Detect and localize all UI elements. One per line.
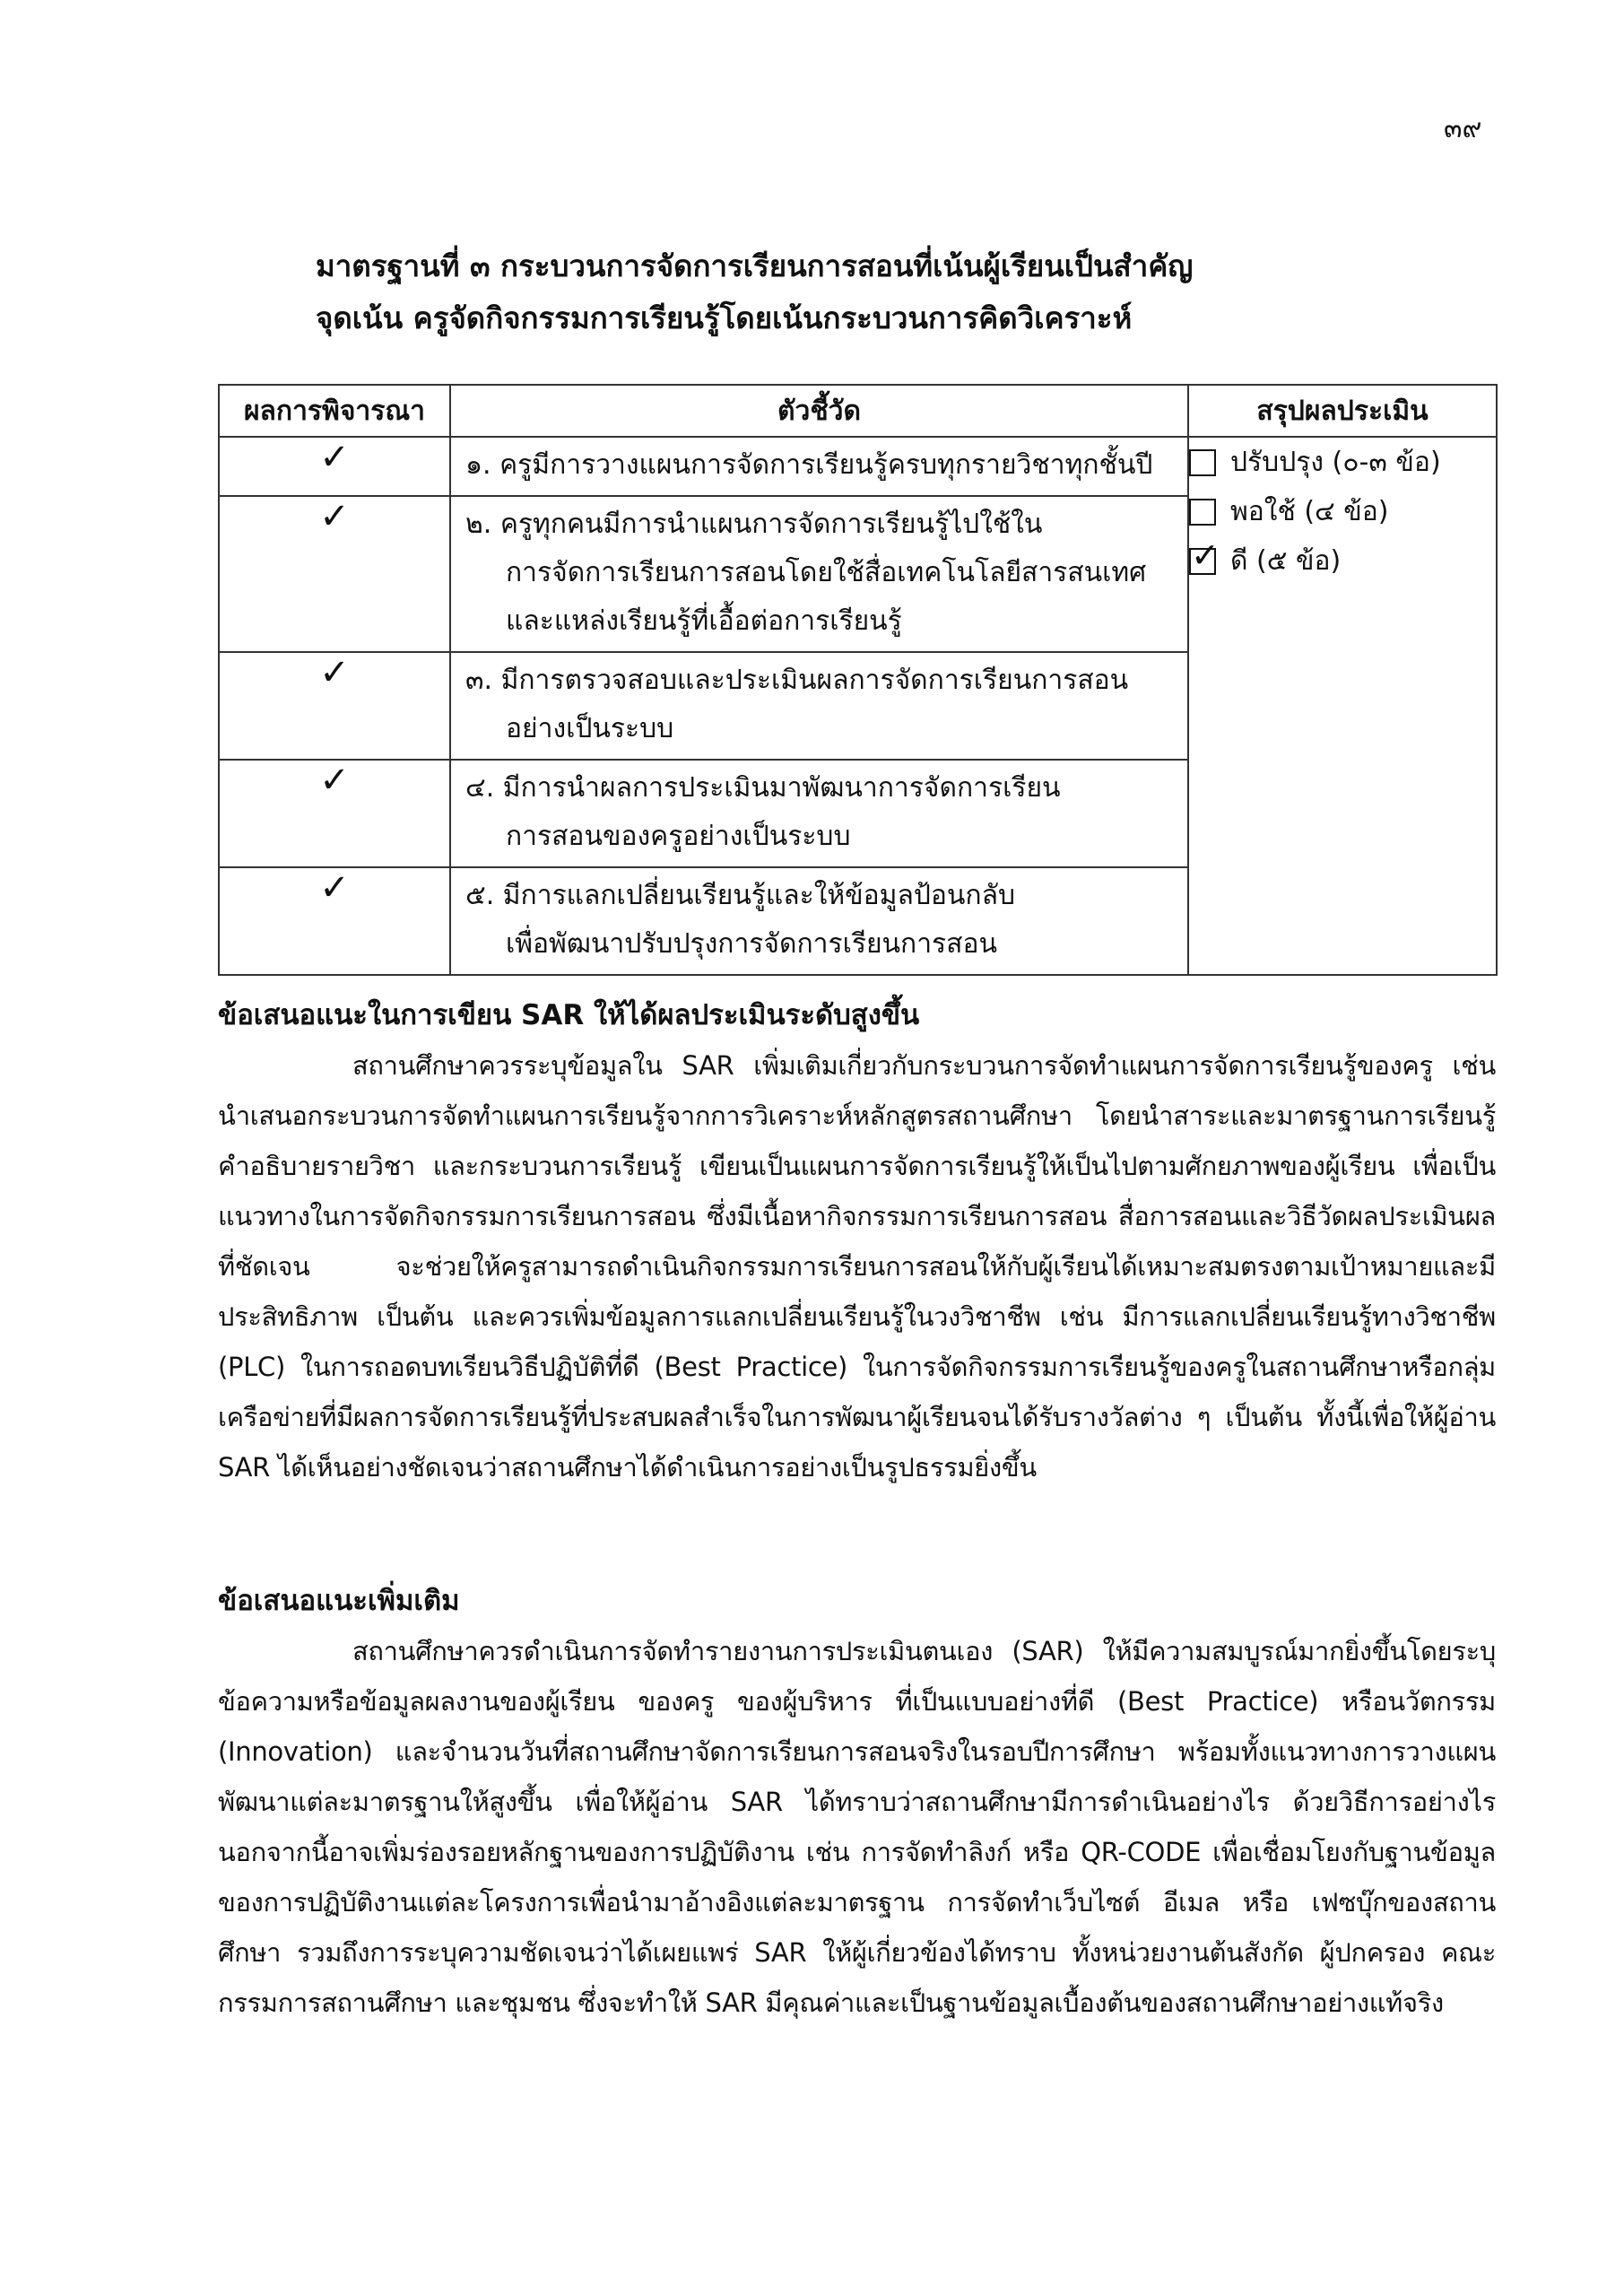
indicator-cell xyxy=(450,437,1188,496)
indicator-line: ๓. มีการตรวจสอบและประเมินผลการจัดการเรียนการสอน xyxy=(465,665,1129,696)
indicator-line: การจัดการเรียนการสอนโดยใช้สื่อเทคโนโลยีสารสนเทศ xyxy=(506,557,1147,588)
focus-title: จุดเน้น ครูจัดกิจกรรมการเรียนรู้โดยเน้นกระบวนการคิดวิเคราะห์ xyxy=(316,300,1133,335)
indicator-cell xyxy=(450,760,1188,867)
section-heading: ข้อเสนอแนะในการเขียน SAR ให้ได้ผลประเมินระดับสูงขึ้น xyxy=(218,999,920,1031)
check-mark-icon: ✓ xyxy=(319,867,350,909)
indicator-line: และแหล่งเรียนรู้ที่เอื้อต่อการเรียนรู้ xyxy=(506,605,902,637)
summary-option-label: ดี (๕ ข้อ) xyxy=(1230,545,1342,577)
section-paragraph: สถานศึกษาควรดำเนินการจัดทำรายงานการประเมินตนเอง (SAR) ให้มีความสมบูรณ์มากยิ่งขึ้นโดยระบุข้อความหรือข้อมูลผลงานของผู้เรียน ของครู ของผู้บริหาร ที่เป็นแบบอย่างที่ดี (Best Practice) หรือนวัตกรรม (Innovation) และจำนวนวันที่สถานศึกษาจัดการเรียนการสอนจริงในรอบปีการศึกษา พร้อมทั้งแนวทางการวางแผนพัฒนาแต่ละมาตรฐานให้สูงขึ้น เพื่อให้ผู้อ่าน SAR ได้ทราบว่าสถานศึกษามีการดำเนินอย่างไร ด้วยวิธีการอย่างไร นอกจากนี้อาจเพิ่มร่องรอยหลักฐานของการปฏิบัติงาน เช่น การจัดทำลิงก์ หรือ QR-CODE เพื่อเชื่อมโยงกับฐานข้อมูลของการปฏิบัติงานแต่ละโครงการเพื่อนำมาอ้างอิงแต่ละมาตรฐาน การจัดทำเว็บไซต์ อีเมล หรือ เฟซบุ๊กของสถานศึกษา รวมถึงการระบุความชัดเจนว่าได้เผยแพร่ SAR ให้ผู้เกี่ยวข้องได้ทราบ ทั้งหน่วยงานต้นสังกัด ผู้ปกครอง คณะกรรมการสถานศึกษา และชุมชน ซึ่งจะทำให้ SAR มีคุณค่าและเป็นฐานข้อมูลเบื้องต้นของสถานศึกษาอย่างแท้จริง xyxy=(218,1636,1496,2018)
checked-checkbox-icon xyxy=(1189,535,1220,575)
indicator-cell xyxy=(450,496,1188,652)
summary-option-label: พอใช้ (๔ ข้อ) xyxy=(1230,496,1389,527)
section-paragraph: สถานศึกษาควรระบุข้อมูลใน SAR เพิ่มเติมเกี่ยวกับกระบวนการจัดทำแผนการจัดการเรียนรู้ของครู เช่น นำเสนอกระบวนการจัดทำแผนการเรียนรู้จากการวิเคราะห์หลักสูตรสถานศึกษา โดยนำสาระและมาตรฐานการเรียนรู้ คำอธิบายรายวิชา และกระบวนการเรียนรู้ เขียนเป็นแผนการจัดการเรียนรู้ให้เป็นไปตามศักยภาพของผู้เรียน เพื่อเป็นแนวทางในการจัดกิจกรรมการเรียนการสอน ซึ่งมีเนื้อหากิจกรรมการเรียนการสอน สื่อการสอนและวิธีวัดผลประเมินผลที่ชัดเจน จะช่วยให้ครูสามารถดำเนินกิจกรรมการเรียนการสอนให้กับผู้เรียนได้เหมาะสมตรงตามเป้าหมายและมีประสิทธิภาพ เป็นต้น และควรเพิ่มข้อมูลการแลกเปลี่ยนเรียนรู้ในวงวิชาชีพ เช่น มีการแลกเปลี่ยนเรียนรู้ทางวิชาชีพ (PLC) ในการถอดบทเรียนวิธีปฏิบัติที่ดี (Best Practice) ในการจัดกิจกรรมการเรียนรู้ของครูในสถานศึกษาหรือกลุ่มเครือข่ายที่มีผลการจัดการเรียนรู้ที่ประสบผลสำเร็จในการพัฒนาผู้เรียนจนได้รับรางวัลต่าง ๆ เป็นต้น ทั้งนี้เพื่อให้ผู้อ่าน SAR ได้เห็นอย่างชัดเจนว่าสถานศึกษาได้ดำเนินการอย่างเป็นรูปธรรมยิ่งขึ้น xyxy=(218,1050,1496,1483)
header-indicator: ตัวชี้วัด xyxy=(450,385,1188,437)
summary-cell xyxy=(1188,437,1497,975)
indicator-line: ๔. มีการนำผลการประเมินมาพัฒนาการจัดการเรียน xyxy=(465,772,1061,804)
check-mark-icon: ✓ xyxy=(319,652,350,693)
summary-option-label: ปรับปรุง (๐-๓ ข้อ) xyxy=(1230,447,1441,478)
indicator-cell xyxy=(450,867,1188,975)
standard-heading xyxy=(316,240,1193,344)
header-result: ผลการพิจารณา xyxy=(219,385,450,437)
indicator-line: เพื่อพัฒนาปรับปรุงการจัดการเรียนการสอน xyxy=(506,928,997,960)
indicator-line: ๑. ครูมีการวางแผนการจัดการเรียนรู้ครบทุกรายวิชาทุกชั้นปี xyxy=(465,449,1153,481)
check-mark-icon: ✓ xyxy=(1191,535,1220,575)
check-mark-icon: ✓ xyxy=(319,496,350,537)
indicator-line: การสอนของครูอย่างเป็นระบบ xyxy=(506,821,851,852)
table-header-row xyxy=(219,385,1497,437)
summary-option-good xyxy=(1189,536,1496,586)
result-cell xyxy=(219,760,450,867)
sar-suggestion-section xyxy=(218,990,1496,1492)
summary-option-improve xyxy=(1189,438,1496,487)
standard-title: มาตรฐานที่ ๓ กระบวนการจัดการเรียนการสอนที่เน้นผู้เรียนเป็นสำคัญ xyxy=(316,248,1194,283)
checkbox-icon xyxy=(1189,499,1216,526)
page-number: ๓๙ xyxy=(1444,113,1482,144)
indicator-line: อย่างเป็นระบบ xyxy=(506,713,674,744)
indicator-cell xyxy=(450,652,1188,760)
criteria-table xyxy=(218,384,1498,976)
result-cell xyxy=(219,652,450,760)
header-summary: สรุปผลประเมิน xyxy=(1188,385,1497,437)
check-mark-icon: ✓ xyxy=(319,437,350,478)
summary-option-fair xyxy=(1189,487,1496,536)
indicator-line: ๒. ครูทุกคนมีการนำแผนการจัดการเรียนรู้ไปใช้ใน xyxy=(465,509,1043,540)
result-cell xyxy=(219,437,450,496)
checkbox-icon xyxy=(1189,449,1216,476)
result-cell xyxy=(219,867,450,975)
indicator-line: ๕. มีการแลกเปลี่ยนเรียนรู้และให้ข้อมูลป้อนกลับ xyxy=(465,880,1015,911)
section-heading: ข้อเสนอแนะเพิ่มเติม xyxy=(218,1585,460,1617)
check-mark-icon: ✓ xyxy=(319,760,350,801)
additional-suggestion-section xyxy=(218,1576,1496,2028)
table-row xyxy=(219,437,1497,496)
result-cell xyxy=(219,496,450,652)
